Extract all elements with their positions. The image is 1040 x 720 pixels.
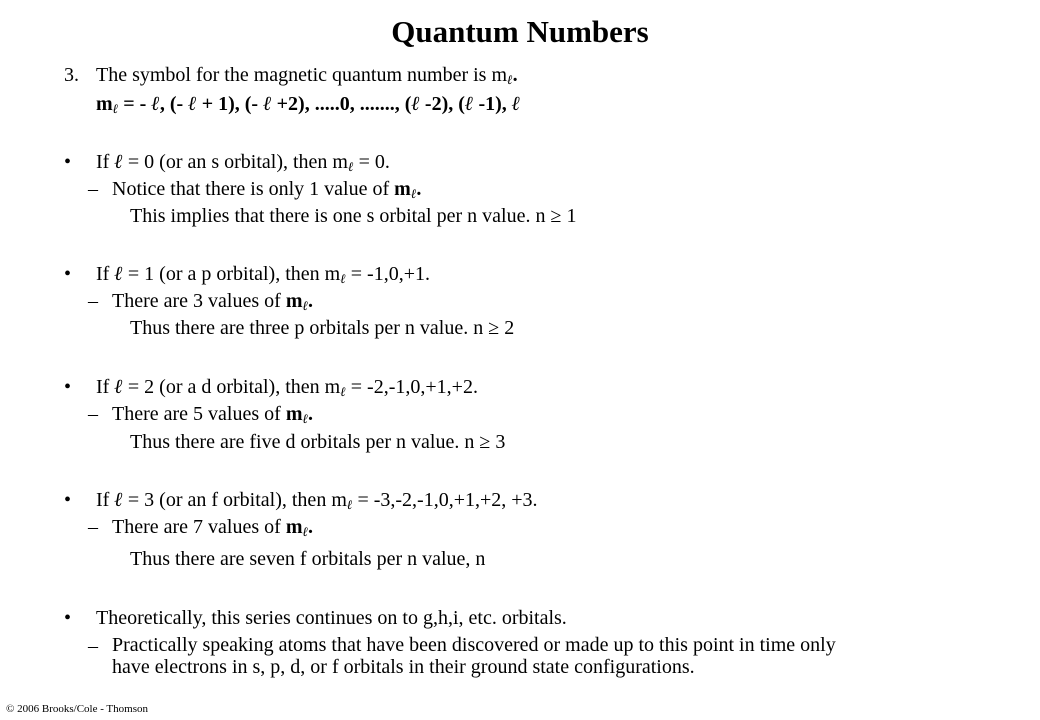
bullet-line-s [96,150,390,179]
intro-number: 3. [64,64,79,86]
bullet-icon: • [64,376,72,398]
sub-text: Notice that there is only 1 value of [112,178,395,200]
bullet-line-p [96,262,430,291]
dash-icon: – [88,178,98,200]
bullet-text: = -2,-1,0,+1,+2. [345,376,478,398]
bullet-text: = 2 (or a d orbital), then m [122,376,341,398]
ell-symbol: ℓ [507,72,513,87]
formula-part: , (- [159,93,189,115]
sub-period: . [308,516,314,538]
bullet-icon: • [64,151,72,173]
ell-symbol: ℓ [112,101,119,116]
implication-text: This implies that there is one s orbital per n value. n [130,205,551,227]
ell-symbol: ℓ [114,489,123,511]
ell-symbol: ℓ [464,93,474,115]
sub-period: . [308,290,314,312]
bullet-text: If [96,263,115,285]
sub-line-s [112,177,421,206]
sub-line-d [112,402,313,431]
dash-icon: – [88,290,98,312]
sub-m: m [285,290,303,312]
sub-m: m [285,516,303,538]
implication-f [130,547,485,571]
bullet-text: = -1,0,+1. [345,263,430,285]
ell-symbol: ℓ [114,151,123,173]
bullet-text: If [96,489,115,511]
ell-symbol: ℓ [151,93,160,115]
ell-symbol: ℓ [348,159,354,174]
implication-text: Thus there are three p orbitals per n value. n [130,317,489,339]
ell-symbol: ℓ [188,93,197,115]
bullet-text: = -3,-2,-1,0,+1,+2, +3. [352,489,538,511]
formula-line [96,92,520,121]
implication-end: 3 [490,431,506,453]
implication-text: Thus there are seven f orbitals per n value, n [130,548,486,570]
theory-sub-line1: Practically speaking atoms that have been discovered or made up to this point in time only [112,634,836,656]
bullet-text: = 1 (or a p orbital), then m [122,263,341,285]
implication-end: 1 [561,205,577,227]
sub-text: There are 7 values of [112,516,286,538]
dash-icon: – [88,516,98,538]
ell-symbol: ℓ [411,93,420,115]
bullet-text: = 0. [353,151,390,173]
geq-symbol: ≥ [550,205,562,227]
formula-part: + 1), (- [196,93,264,115]
theory-sub-line2: have electrons in s, p, d, or f orbitals in their ground state configurations. [112,656,695,678]
implication-s [130,204,576,228]
ell-symbol: ℓ [114,376,123,398]
bullet-line-f [96,488,538,517]
implication-text: Thus there are five d orbitals per n value. n [130,431,480,453]
intro-line [96,63,518,92]
geq-symbol: ≥ [479,431,491,453]
intro-text: The symbol for the magnetic quantum number is m [96,64,508,86]
sub-text: There are 3 values of [112,290,286,312]
ell-symbol: ℓ [302,298,309,313]
ell-symbol: ℓ [340,271,346,286]
ell-symbol: ℓ [410,186,417,201]
bullet-text: If [96,151,115,173]
implication-d [130,430,505,454]
sub-line-f [112,515,313,544]
geq-symbol: ≥ [488,317,500,339]
ell-symbol: ℓ [346,497,353,512]
sub-period: . [308,403,314,425]
ell-symbol: ℓ [263,93,272,115]
sub-m: m [394,178,411,200]
dash-icon: – [88,403,98,425]
formula-eq: = - [118,93,152,115]
sub-period: . [416,178,422,200]
sub-m: m [285,403,303,425]
implication-end: 2 [499,317,515,339]
bullet-icon: • [64,607,72,629]
bullet-icon: • [64,263,72,285]
formula-part: -2), ( [419,93,465,115]
sub-line-p [112,289,313,318]
ell-symbol: ℓ [114,263,123,285]
bullet-icon: • [64,489,72,511]
theory-bullet: Theoretically, this series continues on to g,h,i, etc. orbitals. [96,607,567,629]
ell-symbol: ℓ [302,524,309,539]
slide-title: Quantum Numbers [391,14,649,49]
formula-part: -1), [473,93,512,115]
bullet-text: = 3 (or an f orbital), then m [122,489,347,511]
sub-text: There are 5 values of [112,403,286,425]
formula-part: +2), .....0, ......., ( [271,93,412,115]
bullet-line-d [96,375,478,404]
ell-symbol: ℓ [511,93,521,115]
dash-icon: – [88,635,98,657]
intro-period: . [512,64,518,86]
copyright-footer: © 2006 Brooks/Cole - Thomson [6,703,148,715]
bullet-text: If [96,376,115,398]
bullet-text: = 0 (or an s orbital), then m [122,151,348,173]
formula-m: m [96,93,113,115]
implication-p [130,316,514,340]
ell-symbol: ℓ [340,384,346,399]
ell-symbol: ℓ [302,411,309,426]
